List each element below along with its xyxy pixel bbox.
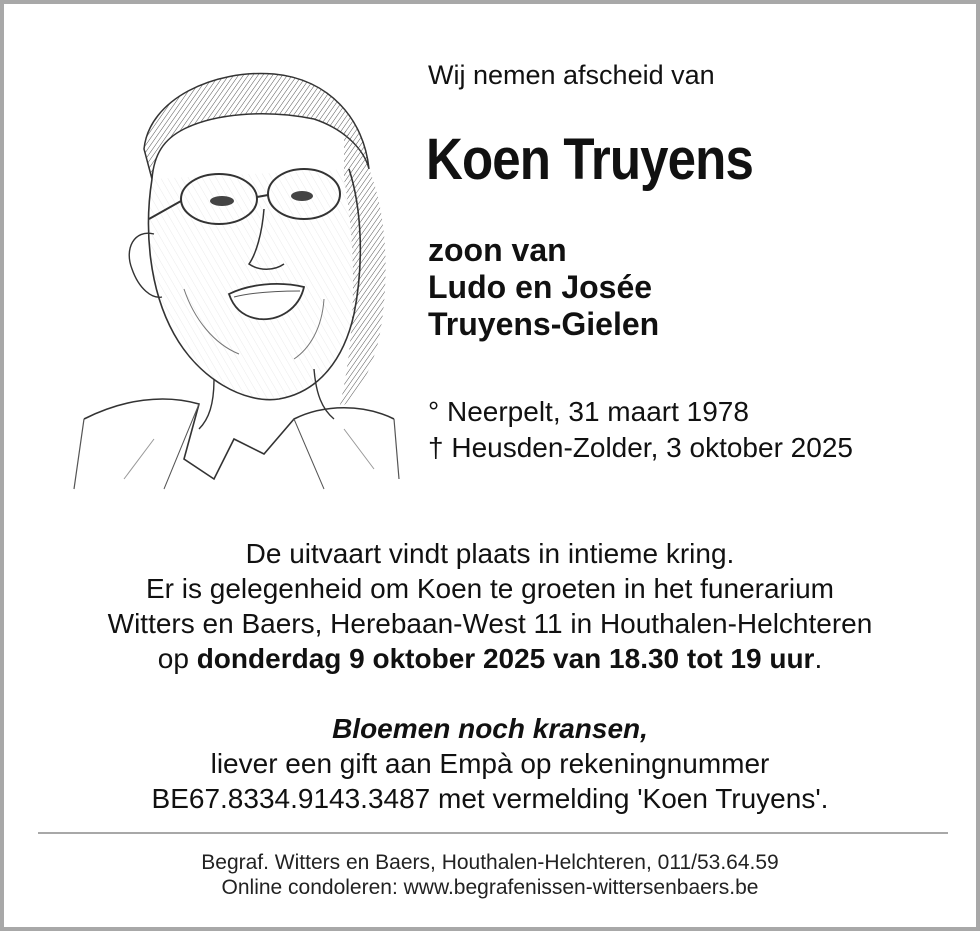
death-symbol: † — [428, 432, 444, 463]
intro-text: Wij nemen afscheid van — [428, 60, 715, 90]
funeral-line-4 — [4, 641, 976, 676]
death-date: Heusden-Zolder, 3 oktober 2025 — [451, 432, 853, 463]
birth-line — [428, 394, 853, 430]
funeral-line-2: Er is gelegenheid om Koen te groeten in het funerarium — [146, 573, 834, 604]
funeral-line-3: Witters en Baers, Herebaan-West 11 in Houthalen-Helchteren — [107, 608, 873, 639]
parents-line-2: Ludo en Josée — [428, 269, 653, 305]
face-outline — [148, 169, 360, 400]
flowers-line-2: BE67.8334.9143.3487 met vermelding 'Koen Truyens'. — [151, 783, 829, 814]
birth-date: Neerpelt, 31 maart 1978 — [446, 396, 749, 427]
hair-shape — [144, 73, 369, 179]
funeral-suffix: . — [814, 643, 823, 674]
funeral-info — [4, 536, 976, 676]
parents-line-1: zoon van — [428, 232, 567, 268]
parents-block — [428, 232, 659, 343]
flowers-line-1: liever een gift aan Empà op rekeningnummer — [210, 748, 770, 779]
footer-line-1: Begraf. Witters en Baers, Houthalen-Helchteren, 011/53.64.59 — [201, 851, 779, 874]
funeral-line-1: De uitvaart vindt plaats in intieme kring. — [245, 538, 735, 569]
portrait-drawing — [64, 59, 404, 499]
parents-line-3: Truyens-Gielen — [428, 306, 660, 342]
shirt-collar — [84, 399, 394, 479]
flowers-heading: Bloemen noch kransen, — [332, 713, 648, 744]
flowers-info — [4, 711, 976, 816]
footer — [4, 850, 976, 900]
death-line — [428, 430, 853, 466]
footer-line-2: Online condoleren: www.begrafenissen-wittersenbaers.be — [221, 876, 759, 899]
funeral-datetime: donderdag 9 oktober 2025 van 18.30 tot 19 uur — [196, 643, 815, 674]
divider — [38, 832, 948, 834]
birth-symbol: ° — [428, 396, 440, 427]
funeral-prefix: op — [157, 643, 189, 674]
deceased-name: Koen Truyens — [426, 127, 753, 192]
dates-block — [428, 394, 853, 466]
